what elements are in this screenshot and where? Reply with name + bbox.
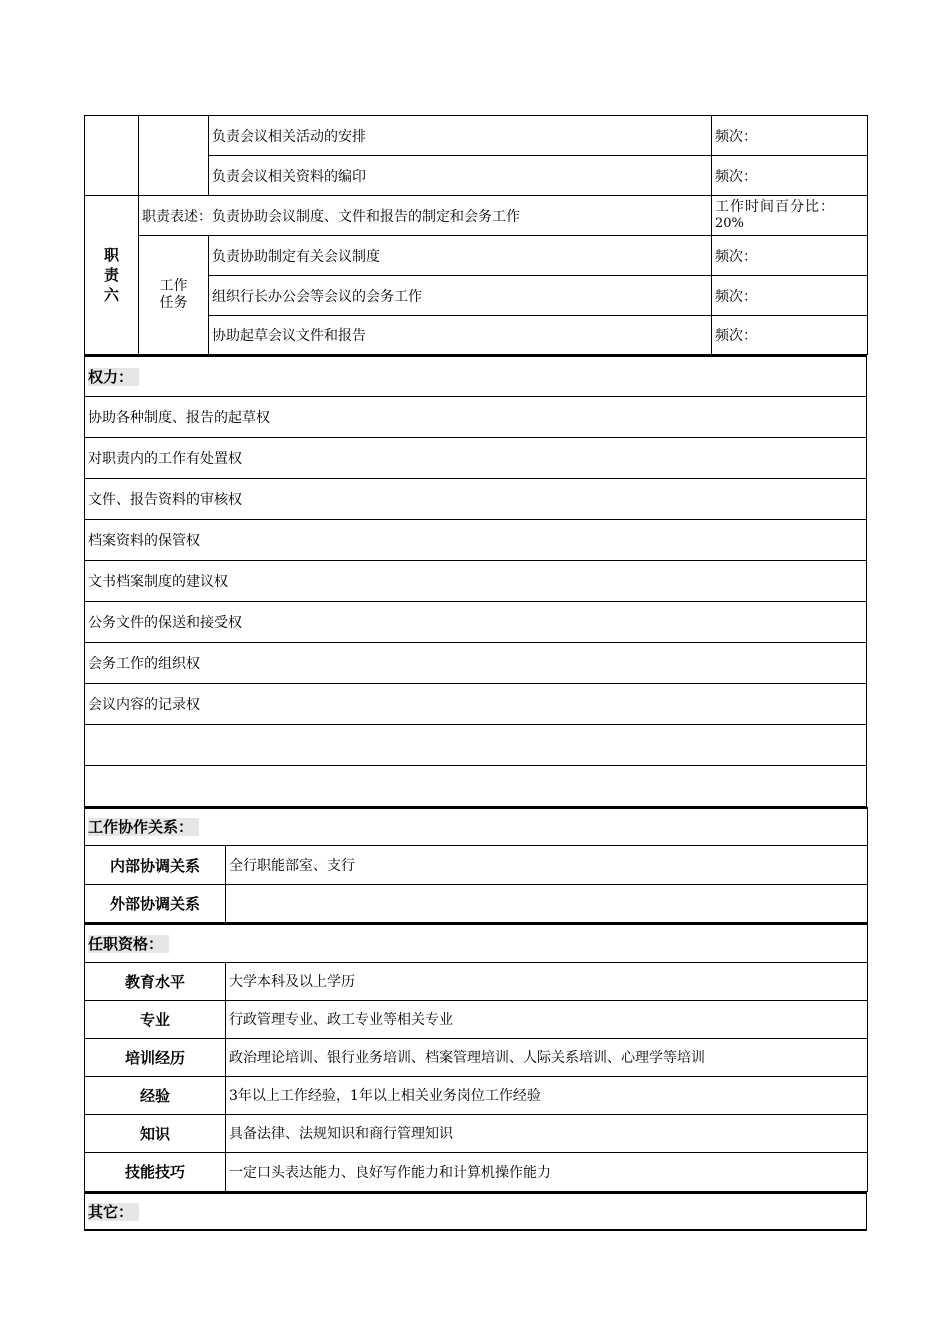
relations-header: 工作协作关系： (88, 818, 199, 836)
task-label-cell (139, 116, 209, 196)
table-row (85, 1114, 868, 1152)
task-frequency: 频次： (712, 116, 868, 156)
power-item (85, 765, 867, 806)
list-item (85, 642, 867, 683)
list-item (85, 560, 867, 601)
table-row (85, 808, 868, 846)
list-item (85, 519, 867, 560)
table-row (85, 1000, 868, 1038)
powers-header: 权力： (88, 368, 139, 386)
task-text: 协助起草会议文件和报告 (209, 316, 712, 355)
relations-header-cell (85, 808, 868, 846)
task-text: 组织行长办公会等会议的会务工作 (209, 276, 712, 316)
qualifications-header: 任职资格： (88, 935, 169, 953)
qualifications-header-cell (85, 924, 868, 962)
task-frequency: 频次： (712, 156, 868, 196)
duty6-task-label (139, 236, 209, 355)
power-item: 文书档案制度的建议权 (85, 560, 867, 601)
relation-label: 外部协调关系 (85, 885, 226, 923)
power-item: 文件、报告资料的审核权 (85, 478, 867, 519)
duty6-statement: 职责表述：负责协助会议制度、文件和报告的制定和会务工作 (139, 196, 712, 236)
duty6-time-percentage (712, 196, 868, 236)
table-row (85, 196, 868, 236)
qualification-value: 一定口头表达能力、良好写作能力和计算机操作能力 (226, 1152, 868, 1191)
table-row (85, 236, 868, 276)
task-frequency: 频次： (712, 276, 868, 316)
task-frequency: 频次： (712, 316, 868, 355)
qualification-value: 大学本科及以上学历 (226, 962, 868, 1000)
table-row (85, 1152, 868, 1191)
table-row (85, 962, 868, 1000)
list-item (85, 478, 867, 519)
table-row (85, 885, 868, 923)
qualification-value: 行政管理专业、政工专业等相关专业 (226, 1000, 868, 1038)
qualifications-table (84, 923, 868, 1192)
task-text: 负责会议相关资料的编印 (209, 156, 712, 196)
list-item (85, 437, 867, 478)
power-item: 会务工作的组织权 (85, 642, 867, 683)
table-row (85, 116, 868, 156)
power-item: 会议内容的记录权 (85, 683, 867, 724)
power-item: 对职责内的工作有处置权 (85, 437, 867, 478)
qualification-value: 3年以上工作经验，1年以上相关业务岗位工作经验 (226, 1076, 868, 1114)
qualification-label: 培训经历 (85, 1038, 226, 1076)
power-item: 档案资料的保管权 (85, 519, 867, 560)
qualification-label: 经验 (85, 1076, 226, 1114)
duty6-label-text: 职 责 六 (103, 246, 119, 304)
table-row (85, 846, 868, 885)
list-item (85, 765, 867, 806)
task-text: 负责会议相关活动的安排 (209, 116, 712, 156)
power-item: 公务文件的保送和接受权 (85, 601, 867, 642)
list-item (85, 724, 867, 765)
task-frequency: 频次： (712, 236, 868, 276)
time-pct-value: 20% (715, 216, 744, 231)
duties-table (84, 115, 868, 355)
list-item (85, 683, 867, 724)
table-row (85, 924, 868, 962)
duty6-label (85, 196, 139, 355)
relation-value (226, 885, 868, 923)
task-text: 负责协助制定有关会议制度 (209, 236, 712, 276)
power-item (85, 724, 867, 765)
table-row (85, 1193, 867, 1230)
time-pct-label: 工作时间百分比： (715, 199, 835, 215)
task-label-text: 工作 任务 (159, 278, 188, 311)
qualification-value: 具备法律、法规知识和商行管理知识 (226, 1114, 868, 1152)
qualification-label: 专业 (85, 1000, 226, 1038)
other-table (84, 1192, 867, 1231)
table-row (85, 356, 867, 396)
other-header-cell (85, 1193, 867, 1230)
powers-table (84, 355, 867, 807)
qualification-value: 政治理论培训、银行业务培训、档案管理培训、人际关系培训、心理学等培训 (226, 1038, 868, 1076)
list-item (85, 396, 867, 437)
relation-value: 全行职能部室、支行 (226, 846, 868, 885)
table-row (85, 1038, 868, 1076)
list-item (85, 601, 867, 642)
powers-header-cell (85, 356, 867, 396)
relations-table (84, 807, 868, 924)
duty-label-cell (85, 116, 139, 196)
other-header: 其它： (88, 1203, 139, 1221)
table-row (85, 1076, 868, 1114)
qualification-label: 教育水平 (85, 962, 226, 1000)
power-item: 协助各种制度、报告的起草权 (85, 396, 867, 437)
relation-label: 内部协调关系 (85, 846, 226, 885)
qualification-label: 知识 (85, 1114, 226, 1152)
qualification-label: 技能技巧 (85, 1152, 226, 1191)
job-description-page (84, 115, 867, 1231)
